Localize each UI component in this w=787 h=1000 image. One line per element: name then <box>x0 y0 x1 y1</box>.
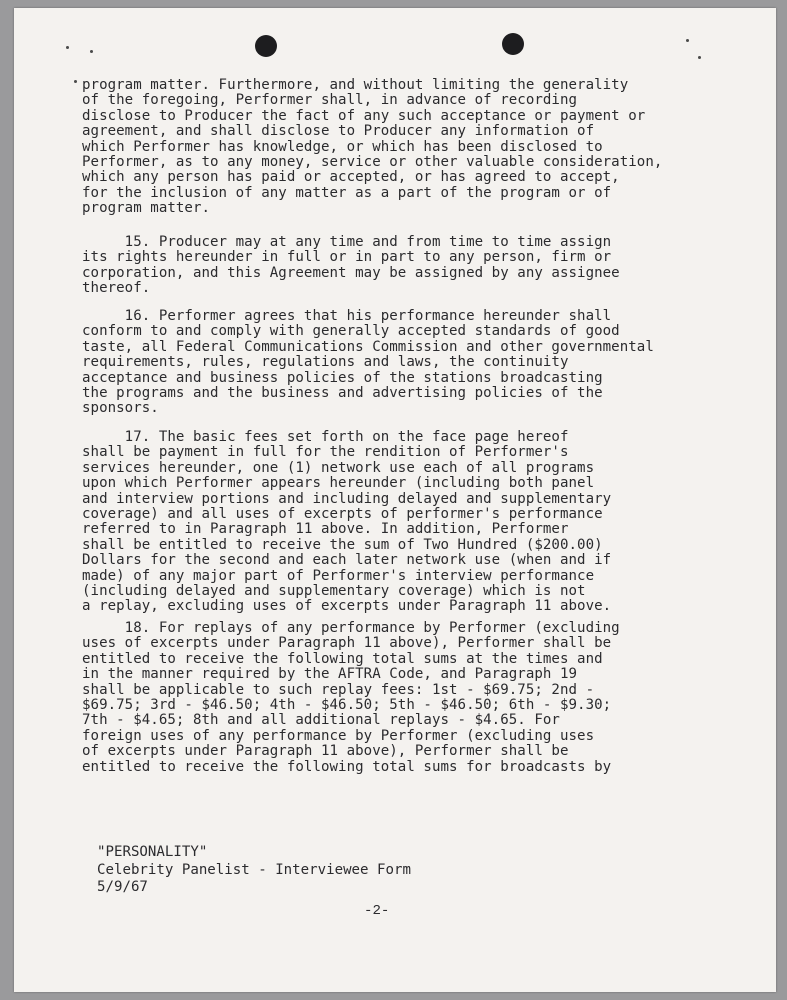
paragraph-17: 17. The basic fees set forth on the face page hereof shall be payment in full for the rendition of Performer's services hereunder, one (1) network use each of all programs upon which Performer appears hereunder (including both panel and interview portions and including delayed and supplementary coverage) and all uses of excerpts of performer's performance referred to in Paragraph 11 above. In addition, Performer shall be entitled to receive the sum of Two Hundred ($200.00) Dollars for the second and each later network use (when and if made) of any major part of Performer's interview performance (including delayed and supplementary coverage) which is not a replay, excluding uses of excerpts under Paragraph 11 above. <box>82 429 612 615</box>
speck <box>66 46 69 49</box>
paragraph-18: 18. For replays of any performance by Performer (excluding uses of excerpts under Paragraph 11 above), Performer shall be entitled to receive the following total sums at the times and in the manner required by the AFTRA Code, and Paragraph 19 shall be applicable to such replay fees: 1st - $69.75; 2nd - $69.75; 3rd - $46.50; 4th - $46.50; 5th - $46.50; 6th - $9.30; 7th - $4.65; 8th and all additional replays - $4.65. For foreign uses of any performance by Performer (excluding uses of excerpts under Paragraph 11 above), Performer shall be entitled to receive the following total sums for broadcasts by <box>82 620 620 775</box>
page-number: -2- <box>364 903 390 919</box>
document-page <box>14 8 776 992</box>
paragraph-15: 15. Producer may at any time and from time to time assign its rights hereunder in full or in part to any person, firm or corporation, and this Agreement may be assigned by any assignee thereof. <box>82 234 620 297</box>
paragraph-continuation: program matter. Furthermore, and without limiting the generality of the foregoing, Performer shall, in advance of recording disclose to Producer the fact of any such acceptance or payment or agreement, and shall disclose to Producer any information of which Performer has knowledge, or which has been disclosed to Performer, as to any money, service or other valuable consideration, which any person has paid or accepted, or has agreed to accept, for the inclusion of any matter as a part of the program or of program matter. <box>82 77 663 217</box>
form-footer <box>97 844 411 897</box>
punch-hole-left <box>255 35 277 57</box>
footer-date: 5/9/67 <box>97 879 148 895</box>
speck <box>686 39 689 42</box>
footer-title: "PERSONALITY" <box>97 844 208 860</box>
punch-hole-right <box>502 33 524 55</box>
speck <box>90 50 93 53</box>
speck <box>698 56 701 59</box>
paragraph-16: 16. Performer agrees that his performance hereunder shall conform to and comply with generally accepted standards of good taste, all Federal Communications Commission and other governmental requirements, rules, regulations and laws, the continuity acceptance and business policies of the stations broadcasting the programs and the business and advertising policies of the sponsors. <box>82 308 654 417</box>
footer-form-name: Celebrity Panelist - Interviewee Form <box>97 861 411 878</box>
speck <box>74 80 77 83</box>
